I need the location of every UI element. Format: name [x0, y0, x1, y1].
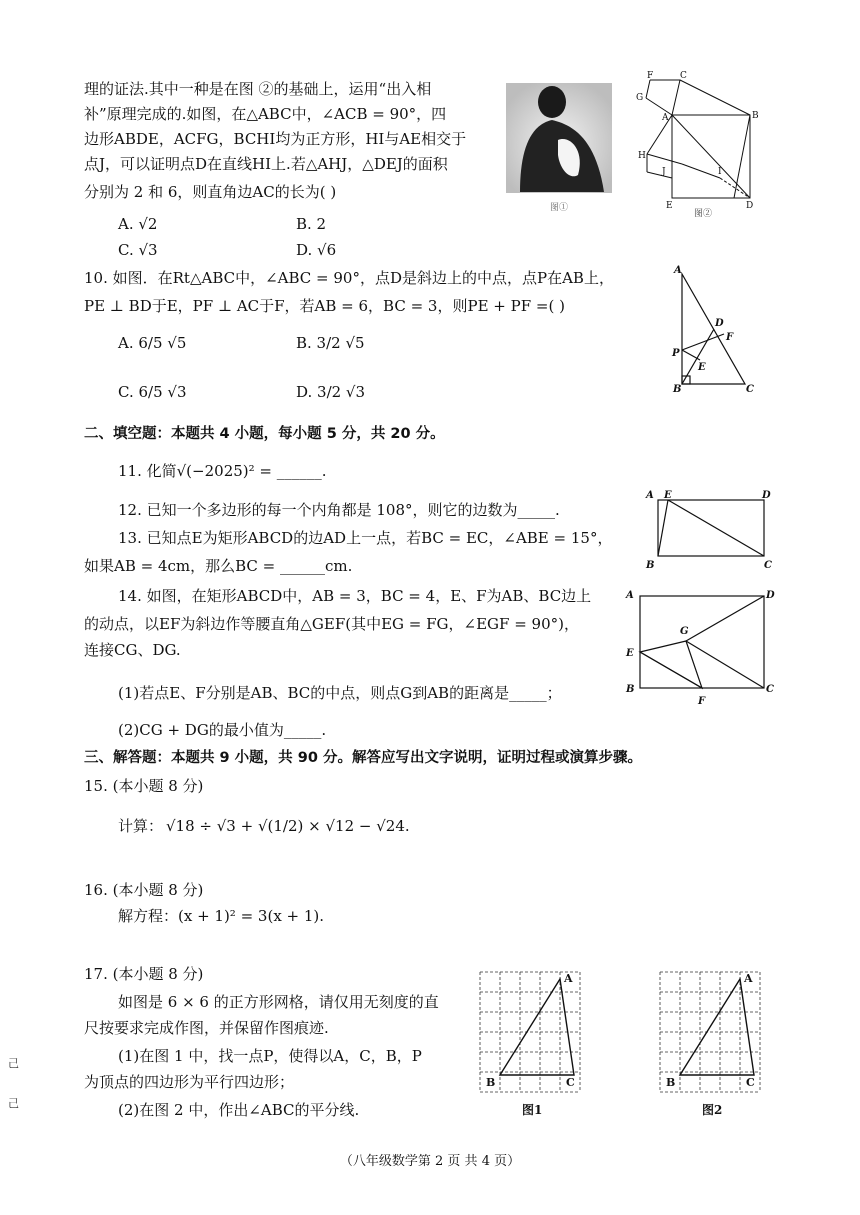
label-F: F — [726, 332, 734, 343]
q9-fig2-caption: 图② — [694, 209, 713, 218]
label-E: E — [698, 362, 706, 373]
q16-title: 16. (本小题 8 分) — [84, 881, 204, 899]
q9-option-c: C. √3 — [118, 241, 158, 259]
q14-line-3: 连接CG、DG. — [84, 641, 181, 659]
label-G: G — [636, 93, 644, 103]
grid2-label-A: A — [744, 972, 753, 985]
q17-line-4: 为顶点的四边形为平行四边形； — [84, 1073, 295, 1091]
q17-grid-figure-2 — [650, 964, 780, 1129]
label-I: I — [718, 167, 722, 177]
label-D: D — [762, 490, 771, 501]
q10-line-2: PE ⊥ BD于E，PF ⊥ AC于F，若AB = 6，BC = 3，则PE + PF =( ) — [84, 297, 565, 315]
q17-line-5: (2)在图 2 中，作出∠ABC的平分线. — [118, 1101, 360, 1119]
label-A: A — [662, 113, 669, 123]
q13-figure — [640, 484, 780, 574]
grid1-label-C: C — [566, 1076, 575, 1089]
q17-fig2-caption: 图2 — [702, 1103, 723, 1117]
label-J: J — [662, 167, 666, 177]
label-A: A — [646, 490, 654, 501]
label-D: D — [746, 201, 754, 211]
page-footer: （八年级数学第 2 页 共 4 页） — [339, 1154, 521, 1169]
q9-line-3: 边形ABDE，ACFG，BCHI均为正方形，HI与AE相交于 — [84, 130, 467, 148]
label-E: E — [664, 490, 672, 501]
label-C: C — [764, 560, 772, 571]
label-A: A — [626, 590, 634, 601]
margin-mark-1: 己 — [8, 1057, 19, 1070]
label-P: P — [672, 348, 680, 359]
label-H: H — [638, 151, 646, 161]
margin-mark-2: 己 — [8, 1097, 19, 1110]
label-E: E — [666, 201, 673, 211]
label-G: G — [680, 626, 689, 637]
label-B: B — [673, 384, 682, 395]
label-A: A — [674, 265, 682, 276]
grid1-label-A: A — [564, 972, 573, 985]
q10-line-1: 10. 如图．在Rt△ABC中，∠ABC = 90°，点D是斜边上的中点，点P在AB上， — [84, 269, 614, 287]
q10-option-c: C. 6/5 √3 — [118, 383, 187, 401]
section-2-heading: 二、填空题：本题共 4 小题，每小题 5 分，共 20 分。 — [84, 426, 445, 442]
q10-option-a: A. 6/5 √5 — [118, 334, 187, 352]
q9-fig1-caption: 图① — [550, 203, 569, 213]
q17-fig1-caption: 图1 — [522, 1103, 543, 1117]
q9-option-b: B. 2 — [296, 215, 327, 233]
q14-line-1: 14. 如图，在矩形ABCD中，AB = 3，BC = 4，E、F为AB、BC边上 — [118, 587, 592, 605]
label-C: C — [680, 71, 687, 81]
q17-line-1: 如图是 6 × 6 的正方形网格，请仅用无刻度的直 — [118, 993, 439, 1011]
q15-title: 15. (本小题 8 分) — [84, 777, 204, 795]
label-C: C — [766, 684, 774, 695]
q14-sub-2: (2)CG + DG的最小值为_____. — [118, 721, 327, 739]
q10-option-b: B. 3/2 √5 — [296, 334, 365, 352]
label-F: F — [698, 696, 706, 707]
q9-line-1: 理的证法.其中一种是在图 ②的基础上，运用“出入相 — [84, 80, 432, 98]
q15-expression: √18 ÷ √3 + √(1/2) × √12 − √24. — [166, 817, 410, 835]
portrait-head — [538, 86, 566, 118]
q13-line-1: 13. 已知点E为矩形ABCD的边AD上一点，若BC = EC，∠ABE = 15°， — [118, 529, 613, 547]
q17-grid-figure-1 — [470, 964, 600, 1129]
q9-figure-1-photo — [500, 80, 620, 215]
grid2-label-C: C — [746, 1076, 755, 1089]
q9-line-5: 分别为 2 和 6，则直角边AC的长为( ) — [84, 183, 337, 201]
label-D: D — [715, 318, 724, 329]
q9-line-2: 补”原理完成的.如图，在△ABC中，∠ACB = 90°，四 — [84, 105, 447, 123]
q10-figure — [670, 262, 765, 397]
q14-sub-1: (1)若点E、F分别是AB、BC的中点，则点G到AB的距离是_____； — [118, 684, 562, 702]
grid1-label-B: B — [486, 1076, 496, 1089]
q9-option-d: D. √6 — [296, 241, 337, 259]
q12-text: 12. 已知一个多边形的每一个内角都是 108°，则它的边数为_____. — [118, 501, 560, 519]
q14-line-2: 的动点，以EF为斜边作等腰直角△GEF(其中EG = FG，∠EGF = 90°)， — [84, 615, 579, 633]
q9-option-a: A. √2 — [118, 215, 158, 233]
section-3-heading: 三、解答题：本题共 9 小题，共 90 分。解答应写出文字说明，证明过程或演算步骤。 — [84, 750, 642, 766]
q15-prefix: 计算： — [118, 817, 164, 835]
q11-text: 11. 化简√(−2025)² = ______. — [118, 462, 327, 480]
label-C: C — [746, 384, 754, 395]
grid2-label-B: B — [666, 1076, 676, 1089]
q17-line-3: (1)在图 1 中，找一点P，使得以A，C，B，P — [118, 1047, 422, 1065]
label-B: B — [626, 684, 635, 695]
q10-option-d: D. 3/2 √3 — [296, 383, 366, 401]
q14-figure — [622, 584, 782, 709]
q17-title: 17. (本小题 8 分) — [84, 965, 204, 983]
label-D: D — [766, 590, 775, 601]
q17-line-2: 尺按要求完成作图，并保留作图痕迹. — [84, 1019, 329, 1037]
q16-equation: 解方程：(x + 1)² = 3(x + 1). — [118, 907, 325, 925]
q13-line-2: 如果AB = 4cm，那么BC = ______cm. — [84, 557, 353, 575]
label-B: B — [646, 560, 655, 571]
label-E: E — [626, 648, 634, 659]
label-B: B — [752, 111, 759, 121]
q9-line-4: 点J，可以证明点D在直线HI上.若△AHJ，△DEJ的面积 — [84, 155, 448, 173]
label-F: F — [647, 71, 654, 81]
q9-figure-2-diagram — [622, 68, 762, 218]
